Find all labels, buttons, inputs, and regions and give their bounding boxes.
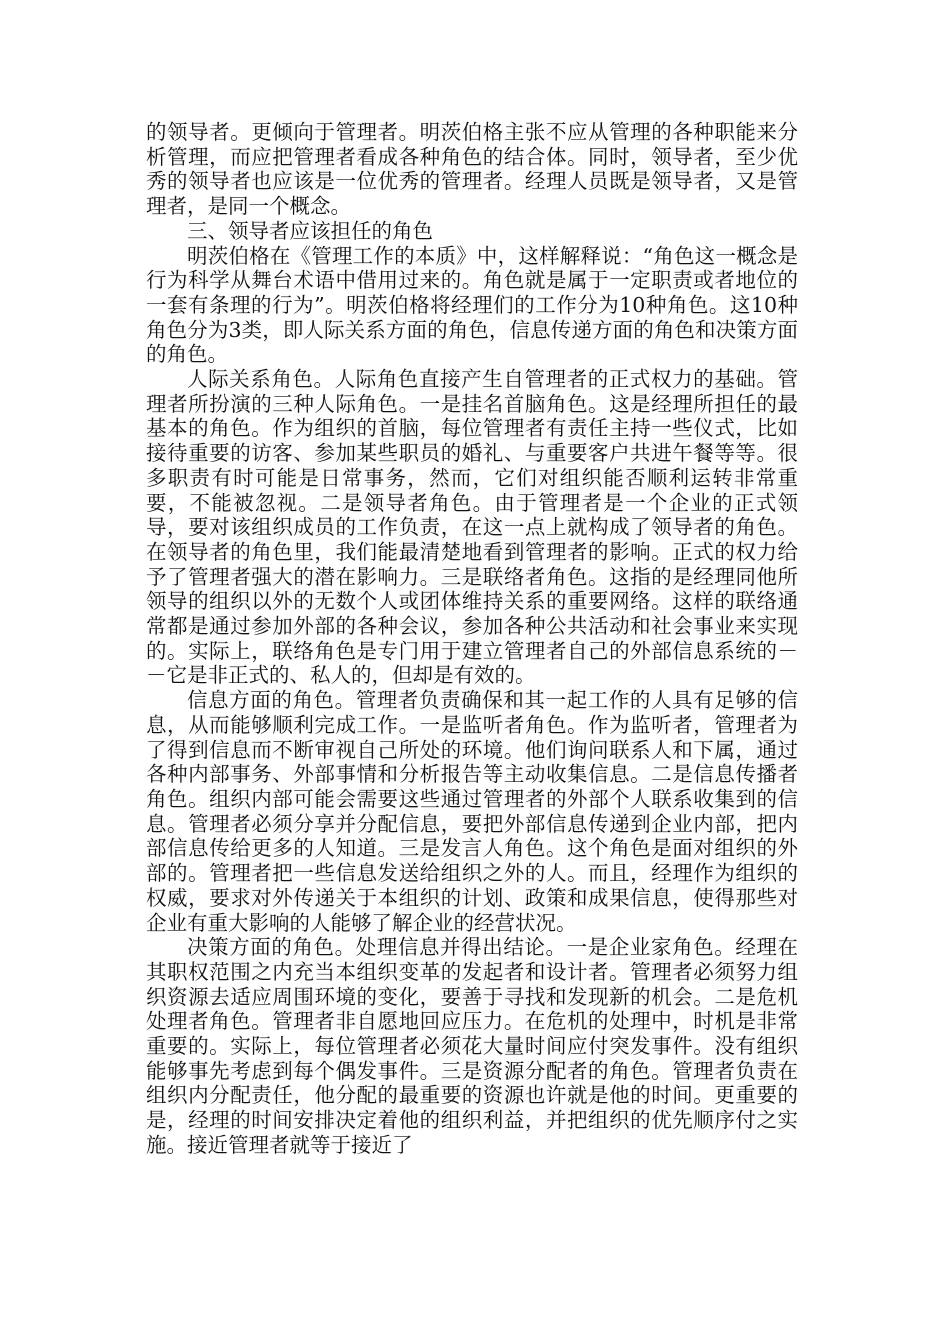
- paragraph-interpersonal-roles: 人际关系角色。人际角色直接产生自管理者的正式权力的基础。管理者所扮演的三种人际角色。一是挂名首脑角色。这是经理所担任的最基本的角色。作为组织的首脑，每位管理者有责任主持一些仪式，比如接待重要的访客、参加某些职员的婚礼、与重要客户共进午餐等等。很多职责有时可能是日常事务，然而，它们对组织能否顺利运转非常重要，不能被忽视。二是领导者角色。由于管理者是一个企业的正式领导，要对该组织成员的工作负责，在这一点上就构成了领导者的角色。在领导者的角色里，我们能最清楚地看到管理者的影响。正式的权力给予了管理者强大的潜在影响力。三是联络者角色。这指的是经理同他所领导的组织以外的无数个人或团体维持关系的重要网络。这样的联络通常都是通过参加外部的各种会议，参加各种公共活动和社会事业来实现的。实际上，联络角色是专门用于建立管理者自己的外部信息系统的－－它是非正式的、私人的，但却是有效的。: [146, 367, 798, 688]
- paragraph-informational-roles: 信息方面的角色。管理者负责确保和其一起工作的人具有足够的信息，从而能够顺利完成工作。一是监听者角色。作为监听者，管理者为了得到信息而不断审视自己所处的环境。他们询问联系人和下属，通过各种内部事务、外部事情和分析报告等主动收集信息。二是信息传播者角色。组织内部可能会需要这些通过管理者的外部个人联系收集到的信息。管理者必须分享并分配信息，要把外部信息传递到企业内部，把内部信息传给更多的人知道。三是发言人角色。这个角色是面对组织的外部的。管理者把一些信息发送给组织之外的人。而且，经理作为组织的权威，要求对外传递关于本组织的计划、政策和成果信息，使得那些对企业有重大影响的人能够了解企业的经营状况。: [146, 688, 798, 935]
- paragraph-role-definition: 明茨伯格在《管理工作的本质》中，这样解释说：“角色这一概念是行为科学从舞台术语中借用过来的。角色就是属于一定职责或者地位的一套有条理的行为”。明茨伯格将经理们的工作分为10种角色。这10种角色分为3类，即人际关系方面的角色，信息传递方面的角色和决策方面的角色。: [146, 243, 798, 367]
- paragraph-continuation: 的领导者。更倾向于管理者。明茨伯格主张不应从管理的各种职能来分析管理，而应把管理者看成各种角色的结合体。同时，领导者，至少优秀的领导者也应该是一位优秀的管理者。经理人员既是领导者，又是管理者，是同一个概念。: [146, 120, 798, 219]
- document-body: [146, 120, 798, 1158]
- paragraph-decisional-roles: 决策方面的角色。处理信息并得出结论。一是企业家角色。经理在其职权范围之内充当本组织变革的发起者和设计者。管理者必须努力组织资源去适应周围环境的变化，要善于寻找和发现新的机会。二是危机处理者角色。管理者非自愿地回应压力。在危机的处理中，时机是非常重要的。实际上，每位管理者必须花大量时间应付突发事件。没有组织能够事先考虑到每个偶发事件。三是资源分配者的角色。管理者负责在组织内分配责任，他分配的最重要的资源也许就是他的时间。更重要的是，经理的时间安排决定着他的组织利益，并把组织的优先顺序付之实施。接近管理者就等于接近了: [146, 935, 798, 1157]
- section-heading-leader-roles: 三、领导者应该担任的角色: [187, 218, 433, 243]
